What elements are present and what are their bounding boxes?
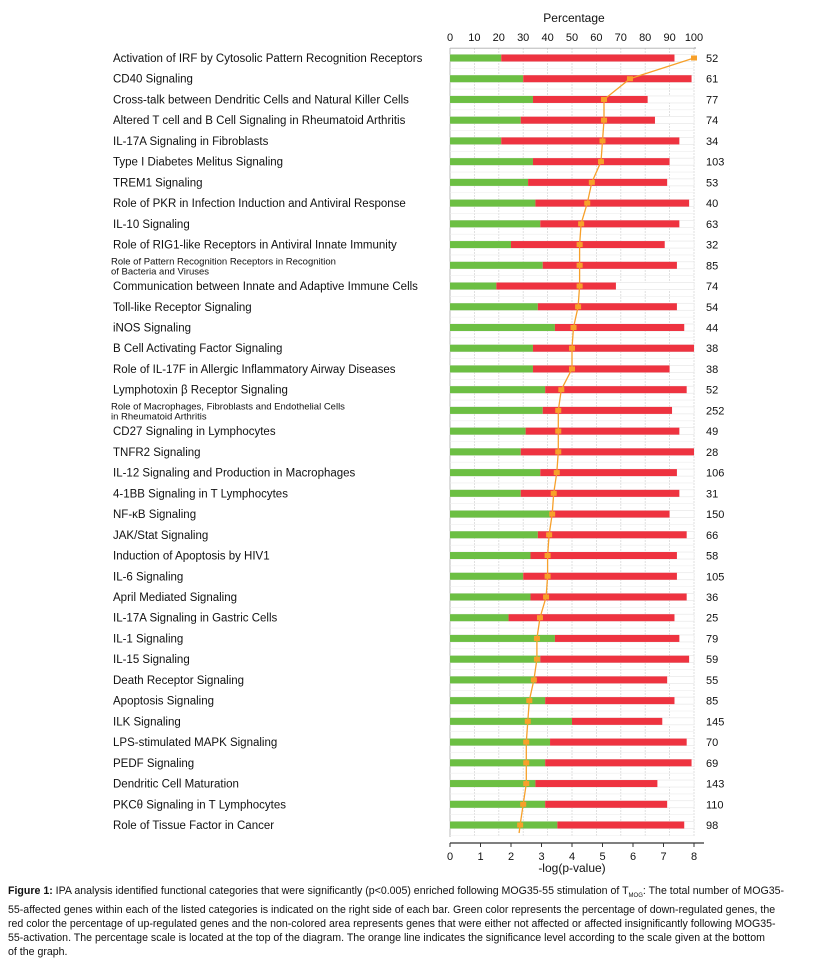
gene-count: 150 [706, 509, 725, 522]
category-label-line2: of Bacteria and Viruses [111, 266, 210, 278]
category-label: Toll-like Receptor Signaling [113, 301, 252, 314]
significance-point [525, 719, 531, 724]
category-label: Activation of IRF by Cytosolic Pattern Recognition Receptors [113, 53, 423, 65]
bar-down-regulated [450, 801, 545, 808]
significance-point [537, 615, 543, 620]
top-tick-label: 70 [614, 32, 627, 44]
significance-point [555, 449, 561, 454]
bar-up-regulated [545, 801, 667, 808]
significance-point [575, 304, 581, 309]
category-label: Death Receptor Signaling [113, 674, 245, 687]
bar-row [113, 177, 718, 189]
bar-down-regulated [450, 324, 555, 331]
significance-point [517, 823, 523, 828]
bar-up-regulated [540, 469, 677, 476]
significance-point [571, 325, 577, 330]
significance-point [601, 97, 607, 102]
bar-up-regulated [511, 241, 665, 248]
bottom-tick-label: 3 [538, 851, 545, 863]
category-label-line2: in Rheumatoid Arthritis [111, 411, 207, 423]
significance-point [577, 242, 583, 247]
category-label: LPS-stimulated MAPK Signaling [113, 737, 278, 750]
bar-rows [111, 53, 724, 832]
bar-row [113, 53, 718, 65]
bar-up-regulated [521, 117, 655, 124]
gene-count: 40 [706, 198, 719, 211]
top-tick-label: 30 [517, 32, 530, 44]
gene-count: 38 [706, 343, 719, 356]
bar-up-regulated [533, 345, 694, 352]
gene-count: 54 [706, 301, 719, 314]
bar-up-regulated [531, 552, 677, 559]
bar-up-regulated [550, 739, 687, 746]
significance-point [554, 470, 560, 475]
bar-down-regulated [450, 448, 521, 455]
bar-up-regulated [540, 220, 679, 227]
gene-count: 77 [706, 94, 719, 107]
category-label: TNFR2 Signaling [113, 446, 201, 459]
category-label: Role of Tissue Factor in Cancer [113, 820, 275, 833]
gene-count: 106 [706, 467, 725, 480]
bar-up-regulated [550, 511, 670, 518]
significance-point [549, 512, 555, 517]
bar-down-regulated [450, 55, 501, 62]
bar-down-regulated [450, 469, 540, 476]
bar-row [113, 136, 718, 148]
gene-count: 69 [706, 757, 719, 770]
top-axis-title: Percentage [543, 11, 605, 25]
gene-count: 58 [706, 550, 719, 563]
top-tick-label: 100 [684, 32, 704, 44]
gene-count: 145 [706, 716, 725, 729]
category-label: IL-17A Signaling in Fibroblasts [113, 135, 269, 148]
significance-point [569, 346, 575, 351]
bar-up-regulated [526, 428, 680, 435]
figure-caption [8, 884, 824, 959]
bar-up-regulated [523, 75, 691, 82]
bar-up-regulated [535, 200, 689, 207]
gene-count: 55 [706, 674, 719, 687]
bar-down-regulated [450, 490, 521, 497]
bar-down-regulated [450, 137, 501, 144]
bar-down-regulated [450, 614, 509, 621]
top-tick-label: 50 [565, 32, 579, 44]
top-tick-label: 80 [639, 32, 652, 44]
bar-row [113, 716, 724, 728]
bar-down-regulated [450, 739, 550, 746]
significance-point [551, 491, 557, 496]
gene-count: 98 [706, 820, 719, 833]
gene-count: 34 [706, 135, 719, 148]
category-label: Role of Pattern Recognition Receptors in Recognition [111, 256, 336, 268]
category-label: PEDF Signaling [113, 757, 195, 770]
bar-down-regulated [450, 759, 545, 766]
caption-line-4: 55-activation. The percentage scale is located at the top of the diagram. The orange line indicates the significance level according to the scale given at the bottom [8, 932, 765, 945]
top-tick-label: 60 [590, 32, 603, 44]
caption-line-5: of the graph. [8, 946, 68, 959]
gene-count: 85 [706, 260, 719, 273]
top-tick-label: 40 [541, 32, 554, 44]
gene-count: 105 [706, 571, 725, 584]
gene-count: 38 [706, 363, 719, 376]
bar-up-regulated [501, 55, 674, 62]
bar-row [113, 779, 724, 791]
bar-row [113, 447, 718, 459]
bar-up-regulated [528, 179, 667, 186]
bar-up-regulated [543, 262, 677, 269]
bottom-tick-label: 2 [507, 851, 515, 863]
bar-row [113, 530, 718, 542]
significance-point [534, 636, 540, 641]
bar-up-regulated [538, 531, 687, 538]
significance-point [523, 760, 529, 765]
gene-count: 52 [706, 384, 719, 397]
bar-row [113, 654, 718, 666]
category-label: Altered T cell and B Cell Signaling in Rheumatoid Arthritis [113, 115, 406, 128]
bar-row [113, 343, 718, 355]
significance-point [523, 740, 529, 745]
category-label: B Cell Activating Factor Signaling [113, 343, 283, 356]
caption-line-1 [8, 884, 824, 903]
bar-down-regulated [450, 75, 523, 82]
gene-count: 32 [706, 239, 719, 252]
bar-down-regulated [450, 428, 526, 435]
significance-point [627, 76, 633, 81]
bar-row [113, 364, 718, 376]
bottom-tick-label: 6 [629, 851, 637, 863]
significance-point [598, 159, 604, 164]
gene-count: 36 [706, 591, 719, 604]
gene-count: 25 [706, 612, 719, 625]
bar-down-regulated [450, 552, 531, 559]
caption-subscript: MOG [628, 893, 643, 900]
bar-down-regulated [450, 822, 557, 829]
significance-polyline [519, 58, 694, 833]
category-label: Cross-talk between Dendritic Cells and Natural Killer Cells [113, 94, 409, 107]
bar-down-regulated [450, 531, 538, 538]
bar-row [113, 613, 718, 625]
bar-row [113, 302, 718, 314]
category-label: April Mediated Signaling [113, 591, 238, 604]
significance-point [555, 408, 561, 413]
category-label: Apoptosis Signaling [113, 695, 215, 708]
bar-row [113, 551, 718, 563]
gene-count: 66 [706, 529, 719, 542]
bar-row [113, 633, 718, 645]
bar-down-regulated [450, 117, 521, 124]
category-label: NF-κB Signaling [113, 509, 197, 522]
bar-down-regulated [450, 158, 533, 165]
gene-count: 85 [706, 695, 719, 708]
category-label: Role of PKR in Infection Induction and Antiviral Response [113, 198, 406, 211]
bar-up-regulated [545, 759, 691, 766]
category-label: ILK Signaling [113, 716, 181, 729]
bar-row [113, 509, 724, 521]
bar-row [113, 571, 724, 583]
bar-down-regulated [450, 303, 538, 310]
significance-point [569, 366, 575, 371]
significance-point [558, 387, 564, 392]
bar-row [113, 488, 718, 500]
category-label: Lymphotoxin β Receptor Signaling [113, 384, 288, 397]
bar-up-regulated [535, 780, 657, 787]
gene-count: 252 [706, 405, 725, 418]
bottom-tick-label: 1 [477, 851, 484, 863]
category-label: IL-1 Signaling [113, 633, 184, 646]
bar-down-regulated [450, 283, 496, 290]
bar-down-regulated [450, 179, 528, 186]
bar-row [113, 94, 718, 106]
bar-row [113, 799, 724, 811]
significance-point [601, 118, 607, 123]
bar-down-regulated [450, 676, 535, 683]
category-label: 4-1BB Signaling in T Lymphocytes [113, 488, 288, 501]
bar-up-regulated [531, 593, 687, 600]
caption-text-1b: : The total number of MOG35- [642, 885, 785, 897]
gene-count: 28 [706, 446, 719, 459]
gene-count: 61 [706, 73, 719, 86]
category-label: Dendritic Cell Maturation [113, 778, 239, 791]
significance-point [691, 56, 697, 61]
gene-count: 143 [706, 778, 725, 791]
bar-row [113, 592, 718, 604]
bar-row [113, 115, 718, 127]
bar-up-regulated [557, 822, 684, 829]
bar-down-regulated [450, 780, 535, 787]
significance-point [531, 677, 537, 682]
category-label: iNOS Signaling [113, 322, 191, 335]
bar-down-regulated [450, 241, 511, 248]
bar-down-regulated [450, 593, 531, 600]
bar-down-regulated [450, 718, 572, 725]
gene-count: 110 [706, 799, 724, 812]
bottom-tick-label: 0 [446, 851, 454, 863]
category-label: Role of RIG1-like Receptors in Antiviral Innate Immunity [113, 239, 397, 252]
bar-up-regulated [572, 718, 662, 725]
bar-up-regulated [538, 303, 677, 310]
bar-row [113, 468, 724, 480]
bar-down-regulated [450, 200, 535, 207]
significance-point [534, 657, 540, 662]
bar-row [111, 401, 724, 422]
top-tick-label: 10 [468, 32, 481, 44]
significance-point [545, 553, 551, 558]
bar-row [113, 240, 718, 252]
significance-point [523, 781, 529, 786]
bar-row [113, 157, 724, 169]
gene-count: 52 [706, 53, 719, 65]
category-label: CD40 Signaling [113, 73, 193, 86]
bar-row [113, 385, 718, 397]
category-label: IL-6 Signaling [113, 571, 184, 584]
bar-down-regulated [450, 96, 533, 103]
gene-count: 103 [706, 156, 725, 169]
bottom-tick-label: 5 [599, 851, 606, 863]
bar-row [113, 281, 718, 293]
category-label: JAK/Stat Signaling [113, 529, 209, 542]
bottom-axis [447, 843, 704, 863]
caption-text-1: IPA analysis identified functional categories that were significantly (p<0.005) enriched following MOG35-55 stimulation of T [52, 885, 629, 897]
bottom-axis-title: -log(p-value) [538, 861, 606, 875]
category-label: Role of IL-17F in Allergic Inflammatory Airway Diseases [113, 363, 396, 376]
top-tick-label: 20 [492, 32, 505, 44]
bar-row [113, 426, 718, 438]
gene-count: 74 [706, 281, 719, 294]
bar-up-regulated [543, 407, 672, 414]
significance-point [600, 138, 606, 143]
bar-down-regulated [450, 511, 550, 518]
significance-point [520, 802, 526, 807]
bar-up-regulated [535, 676, 667, 683]
category-label: TREM1 Signaling [113, 177, 203, 190]
bar-up-regulated [533, 96, 648, 103]
category-label: Role of Macrophages, Fibroblasts and Endothelial Cells [111, 401, 345, 413]
bar-up-regulated [496, 283, 616, 290]
bar-up-regulated [555, 635, 679, 642]
bar-row [113, 198, 718, 210]
category-label: Induction of Apoptosis by HIV1 [113, 550, 270, 563]
significance-point [577, 284, 583, 289]
bar-up-regulated [545, 386, 687, 393]
bar-down-regulated [450, 407, 543, 414]
bar-down-regulated [450, 365, 533, 372]
bar-up-regulated [540, 656, 689, 663]
bar-down-regulated [450, 220, 540, 227]
gene-count: 49 [706, 426, 719, 439]
bar-row [113, 675, 718, 687]
significance-point [546, 532, 552, 537]
significance-point [584, 201, 590, 206]
significance-point [577, 263, 583, 268]
category-label: PKCθ Signaling in T Lymphocytes [113, 799, 287, 812]
bar-row [113, 322, 718, 334]
gene-count: 79 [706, 633, 719, 646]
caption-line-3: red color the percentage of up-regulated genes and the non-colored area represents genes that were either not affected or affected insignificantly following MOG35- [8, 918, 776, 931]
gene-count: 70 [706, 737, 719, 750]
gene-count: 59 [706, 654, 719, 667]
bar-row [113, 820, 718, 832]
bar-row [111, 256, 718, 277]
bar-up-regulated [533, 365, 670, 372]
bottom-tick-label: 8 [690, 851, 698, 863]
bar-up-regulated [521, 448, 694, 455]
significance-point [578, 221, 584, 226]
category-label: IL-12 Signaling and Production in Macrophages [113, 467, 356, 480]
bottom-tick-label: 7 [660, 851, 667, 863]
significance-point [589, 180, 595, 185]
bottom-tick-label: 4 [568, 851, 576, 863]
gene-count: 31 [706, 488, 719, 501]
bar-row [113, 696, 718, 708]
bar-row [113, 758, 718, 770]
top-tick-label: 90 [663, 32, 676, 44]
bar-up-regulated [501, 137, 679, 144]
top-tick-label: 0 [446, 32, 454, 44]
gene-count: 63 [706, 218, 719, 231]
bar-up-regulated [521, 490, 680, 497]
category-label: IL-10 Signaling [113, 218, 190, 231]
bar-down-regulated [450, 386, 545, 393]
significance-point [543, 594, 549, 599]
category-label: CD27 Signaling in Lymphocytes [113, 426, 276, 439]
bar-down-regulated [450, 573, 523, 580]
bar-up-regulated [545, 697, 674, 704]
bar-row [113, 737, 718, 749]
category-label: IL-17A Signaling in Gastric Cells [113, 612, 278, 625]
category-label: Communication between Innate and Adaptive Immune Cells [113, 281, 418, 294]
gene-count: 44 [706, 322, 719, 335]
significance-point [545, 574, 551, 579]
caption-line-2: 55-affected genes within each of the listed categories is indicated on the right side of each bar. Green color represents the percentage of down-regulated genes, the [8, 904, 776, 917]
significance-point [526, 698, 532, 703]
gene-count: 53 [706, 177, 719, 190]
gene-count: 74 [706, 115, 719, 128]
top-axis [447, 32, 703, 44]
bar-up-regulated [509, 614, 675, 621]
bar-row [113, 219, 718, 231]
category-label: Type I Diabetes Melitus Signaling [113, 156, 284, 169]
bar-down-regulated [450, 656, 540, 663]
bar-down-regulated [450, 262, 543, 269]
category-label: IL-15 Signaling [113, 654, 190, 667]
significance-point [555, 429, 561, 434]
bar-down-regulated [450, 345, 533, 352]
figure-label: Figure 1: [8, 885, 53, 897]
